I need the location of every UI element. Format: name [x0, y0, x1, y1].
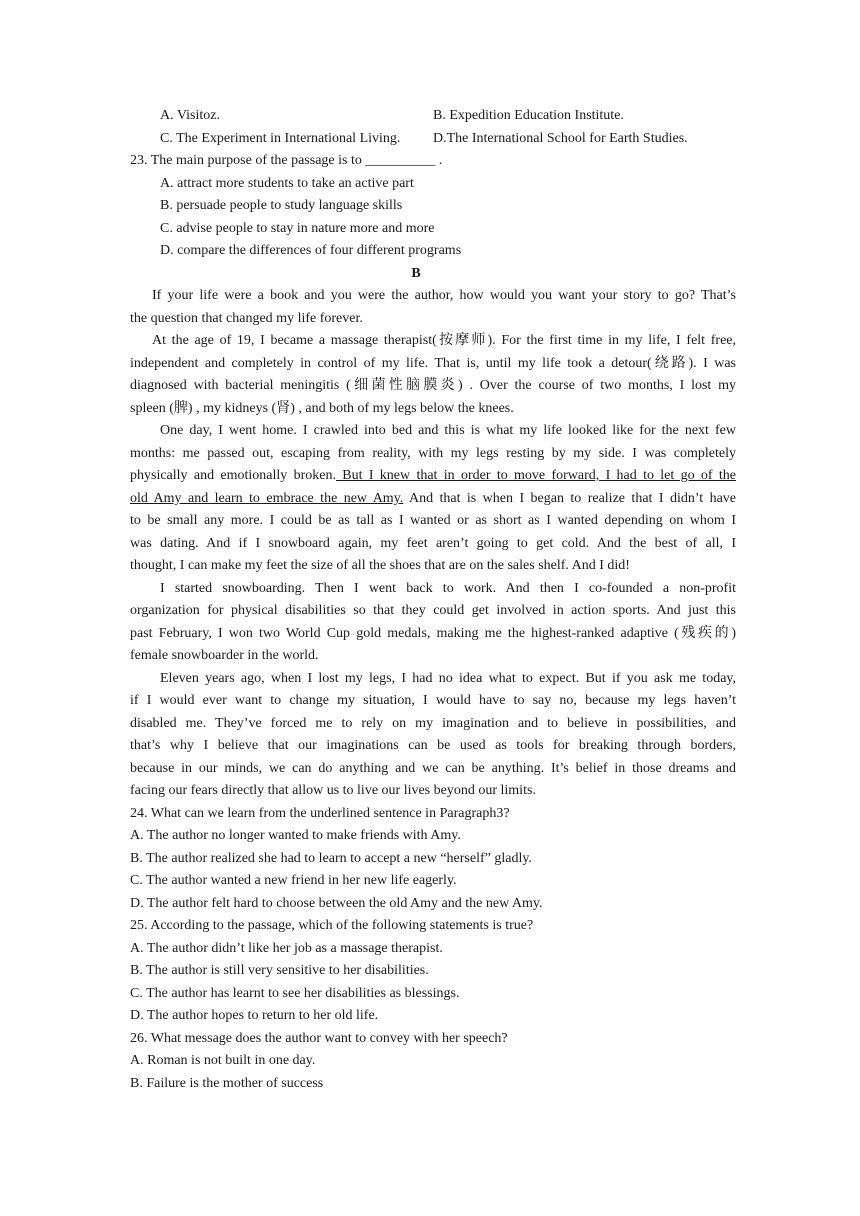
- q24-question: 24. What can we learn from the underlined sentence in Paragraph3?: [130, 806, 510, 821]
- q23-option-b[interactable]: B. persuade people to study language skills: [160, 198, 403, 213]
- passage-line: past February, I won two World Cup gold medals, making me the highest-ranked adaptive (残疾的): [130, 626, 736, 641]
- q24-option-d[interactable]: D. The author felt hard to choose between the old Amy and the new Amy.: [130, 896, 543, 911]
- q26-option-b[interactable]: B. Failure is the mother of success: [130, 1076, 324, 1091]
- q25-option-a[interactable]: A. The author didn’t like her job as a massage therapist.: [130, 941, 443, 956]
- q24-option-c[interactable]: C. The author wanted a new friend in her new life eagerly.: [130, 873, 457, 888]
- passage-text: And that is when I began to realize that I didn’t have: [403, 491, 736, 506]
- passage-line: [130, 489, 736, 509]
- passage-line: because in our minds, we can do anything and we can be anything. It’s belief in those dreams and: [130, 761, 736, 776]
- passage-text: physically and emotionally broken.: [130, 468, 336, 483]
- q22-option-c[interactable]: C. The Experiment in International Living.: [160, 131, 401, 146]
- passage-line: months: me passed out, escaping from reality, with my legs resting by my side. I was completely: [130, 446, 736, 461]
- q25-option-b[interactable]: B. The author is still very sensitive to her disabilities.: [130, 963, 429, 978]
- passage-line: If your life were a book and you were the author, how would you want your story to go? That’s: [152, 288, 736, 303]
- passage-line: One day, I went home. I crawled into bed and this is what my life looked like for the next few: [160, 423, 736, 438]
- q22-option-d[interactable]: D.The International School for Earth Studies.: [433, 131, 688, 146]
- passage-line: if I would ever want to change my situation, I would have to say no, because my legs haven’t: [130, 693, 736, 708]
- passage-line: independent and completely in control of my life. That is, until my life took a detour(绕路). I was: [130, 356, 736, 371]
- passage-line: female snowboarder in the world.: [130, 648, 319, 663]
- passage-line: facing our fears directly that allow us to live our lives beyond our limits.: [130, 783, 536, 798]
- passage-line: organization for physical disabilities so that they could get involved in action sports. And just this: [130, 603, 736, 618]
- q26-question: 26. What message does the author want to convey with her speech?: [130, 1031, 508, 1046]
- q23-question: 23. The main purpose of the passage is to __________ .: [130, 153, 443, 168]
- underlined-sentence: old Amy and learn to embrace the new Amy.: [130, 491, 404, 506]
- q25-option-d[interactable]: D. The author hopes to return to her old life.: [130, 1008, 379, 1023]
- passage-line: Eleven years ago, when I lost my legs, I had no idea what to expect. But if you ask me today,: [160, 671, 736, 686]
- q23-option-c[interactable]: C. advise people to stay in nature more and more: [160, 221, 435, 236]
- q23-option-d[interactable]: D. compare the differences of four different programs: [160, 243, 462, 258]
- passage-line: the question that changed my life forever.: [130, 311, 363, 326]
- q22-option-b[interactable]: B. Expedition Education Institute.: [433, 108, 624, 123]
- q22-option-row-2: [160, 129, 688, 149]
- q25-option-c[interactable]: C. The author has learnt to see her disabilities as blessings.: [130, 986, 460, 1001]
- q22-option-a[interactable]: A. Visitoz.: [160, 108, 220, 123]
- q24-option-b[interactable]: B. The author realized she had to learn to accept a new “herself” gladly.: [130, 851, 532, 866]
- passage-line: At the age of 19, I became a massage therapist(按摩师). For the first time in my life, I felt free,: [152, 333, 736, 348]
- passage-line: [130, 466, 736, 486]
- q25-question: 25. According to the passage, which of the following statements is true?: [130, 918, 534, 933]
- section-label: B: [411, 266, 421, 281]
- passage-line: I started snowboarding. Then I went back to work. And then I co-founded a non-profit: [160, 581, 736, 596]
- passage-line: spleen (脾) , my kidneys (肾) , and both of my legs below the knees.: [130, 401, 514, 416]
- passage-line: that’s why I believe that our imaginations can be used as tools for breaking through borders,: [130, 738, 736, 753]
- passage-line: disabled me. They’ve forced me to rely on my imagination and to believe in possibilities, and: [130, 716, 736, 731]
- passage-line: thought, I can make my feet the size of all the shoes that are on the sales shelf. And I did!: [130, 558, 630, 573]
- underlined-sentence: But I knew that in order to move forward, I had to let go of the: [335, 468, 736, 483]
- q24-option-a[interactable]: A. The author no longer wanted to make friends with Amy.: [130, 828, 461, 843]
- q26-option-a[interactable]: A. Roman is not built in one day.: [130, 1053, 316, 1068]
- q23-option-a[interactable]: A. attract more students to take an active part: [160, 176, 414, 191]
- passage-line: diagnosed with bacterial meningitis (细菌性脑膜炎) . Over the course of two months, I lost my: [130, 378, 736, 393]
- passage-line: was dating. And if I snowboard again, my feet aren’t going to get cold. And the best of all, I: [130, 536, 736, 551]
- q22-option-row-1: [160, 106, 624, 126]
- passage-line: to be small any more. I could be as tall as I wanted or as short as I wanted depending on whom I: [130, 513, 736, 528]
